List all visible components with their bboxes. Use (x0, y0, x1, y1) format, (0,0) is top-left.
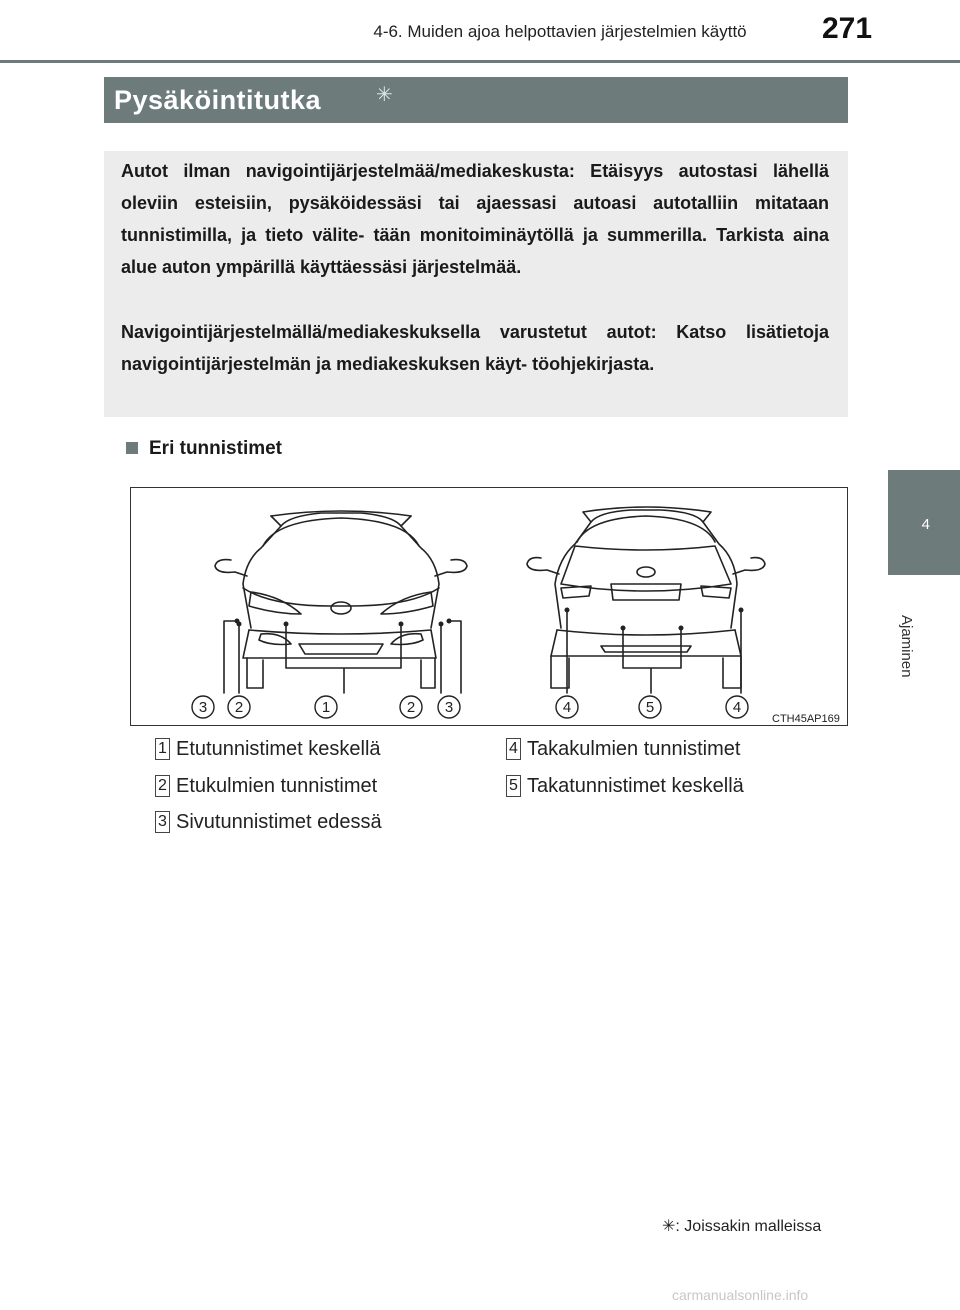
callout-item-4 (506, 738, 740, 761)
sensor-dot-front-center-left (284, 622, 289, 627)
front-callout-label: 3 (198, 699, 208, 716)
chapter-label: Ajaminen (898, 615, 915, 678)
front-callout-label: 2 (406, 699, 416, 716)
callout-item-5 (506, 775, 744, 798)
info-paragraph-1: Autot ilman navigointijärjestelmää/mediakeskusta: Etäisyys autostasi lähellä oleviin esteisiin, pysäköidessäsi tai ajaessasi autoasi autotalliin mitataan tunnistimilla, ja tieto välite- tään monitoiminäytöllä ja summerilla. Tarkista aina alue auton ympärillä käyttäessäsi järjestelmää. (121, 161, 829, 277)
page-number: 271 (822, 12, 873, 45)
chapter-tab-divider (888, 576, 960, 579)
footnote: ✳: Joissakin malleissa (662, 1218, 822, 1235)
watermark: carmanualsonline.info (672, 1287, 809, 1303)
chapter-number: 4 (921, 516, 930, 533)
callout-number-box: 1 (155, 738, 170, 760)
front-callout-label: 3 (444, 699, 454, 716)
rear-callout-label: 4 (562, 699, 572, 716)
callout-number-box: 5 (506, 775, 521, 797)
square-bullet-icon (126, 442, 138, 454)
callout-number-box: 4 (506, 738, 521, 760)
car-front-drawing (215, 511, 467, 688)
callout-text: Etukulmien tunnistimet (176, 775, 378, 797)
sensor-dot-front-side-right (447, 619, 452, 624)
sensor-diagram-svg (131, 488, 847, 725)
callout-text: Takatunnistimet keskellä (527, 775, 744, 797)
title-asterisk-icon: ✳ (376, 84, 393, 106)
sensor-diagram (130, 487, 848, 726)
rear-callout-label: 5 (645, 699, 655, 716)
callout-item-2 (155, 775, 377, 798)
sensor-dot-rear-center-left (621, 626, 626, 631)
rear-callout-label: 4 (732, 699, 742, 716)
callout-text: Sivutunnistimet edessä (176, 811, 382, 833)
sensor-dot-rear-corner-right (739, 608, 744, 613)
sensor-dot-front-corner-right (439, 622, 444, 627)
front-callout-label: 1 (321, 699, 331, 716)
sensor-dot-front-center-right (399, 622, 404, 627)
figure-code: CTH45AP169 (772, 713, 840, 725)
callout-text: Takakulmien tunnistimet (527, 738, 741, 760)
front-sensor-leaders (224, 621, 461, 693)
header-divider (0, 60, 960, 63)
page-title: Pysäköintitutka (114, 85, 322, 115)
callout-text: Etutunnistimet keskellä (176, 738, 381, 760)
sensor-dot-rear-corner-left (565, 608, 570, 613)
callout-number-box: 3 (155, 811, 170, 833)
callout-item-1 (155, 738, 381, 761)
callout-item-3 (155, 811, 382, 834)
front-callout-label: 2 (234, 699, 244, 716)
car-rear-drawing (527, 507, 765, 688)
callout-number-box: 2 (155, 775, 170, 797)
sensor-dot-front-corner-left (237, 622, 242, 627)
sensor-dot-rear-center-right (679, 626, 684, 631)
section-heading (126, 438, 282, 460)
header-section-title: 4-6. Muiden ajoa helpottavien järjestelmien käyttö (373, 22, 747, 41)
info-paragraph-2: Navigointijärjestelmällä/mediakeskuksella varustetut autot: Katso lisätietoja navigointijärjestelmän ja mediakeskuksen käyt- töohjekirjasta. (121, 322, 829, 374)
section-heading-text: Eri tunnistimet (149, 438, 283, 459)
